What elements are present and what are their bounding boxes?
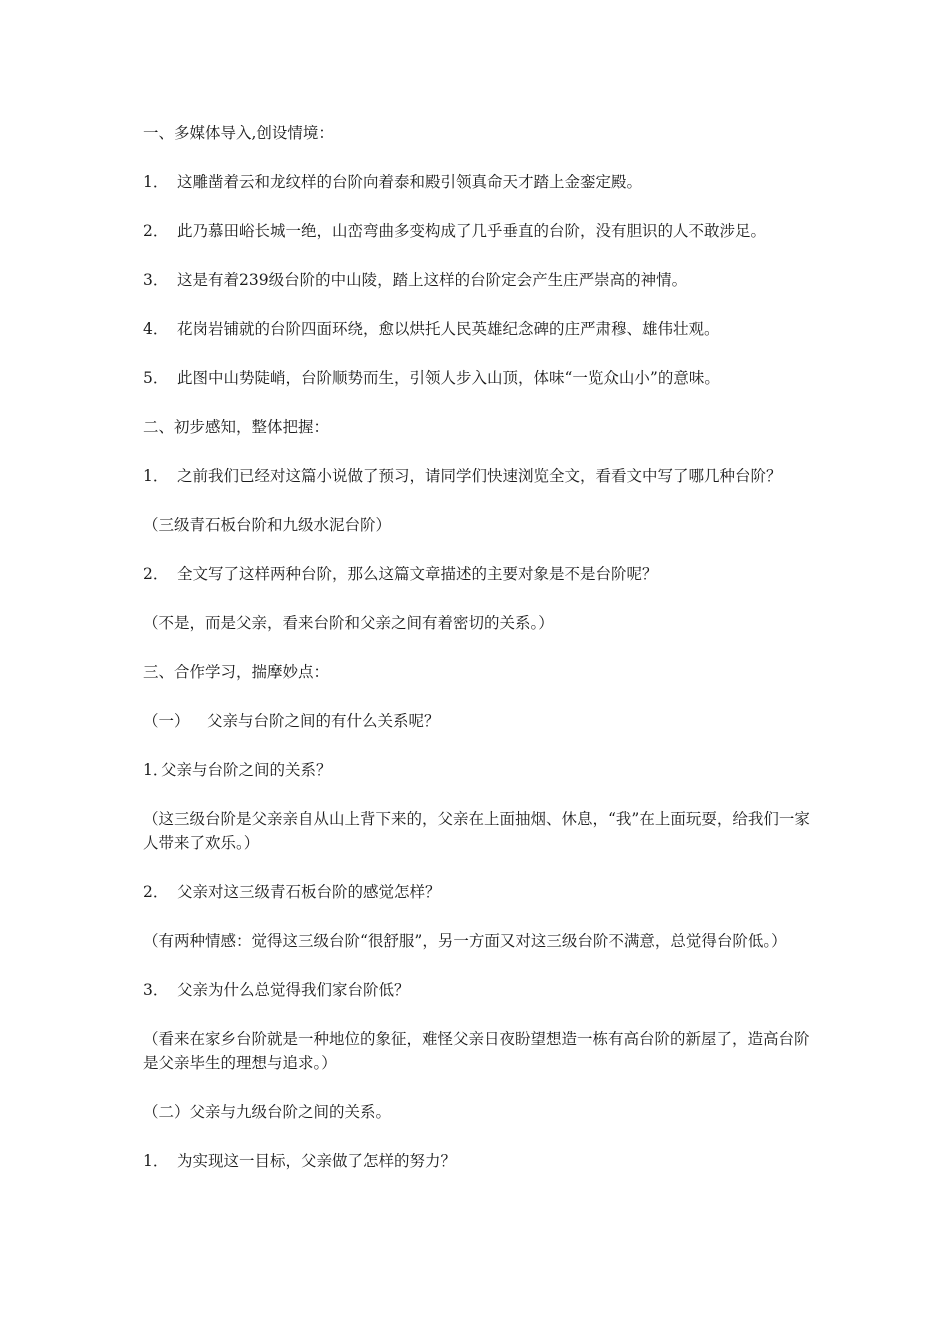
section-3-answer-3: （看来在家乡台阶就是一种地位的象征，难怪父亲日夜盼望想造一栋有高台阶的新屋了，造高台阶是父亲毕生的理想与追求。） xyxy=(143,1030,810,1072)
section-2-question-1 xyxy=(143,464,815,488)
item-text: 这雕凿着云和龙纹样的台阶向着泰和殿引领真命天才踏上金銮定殿。 xyxy=(177,173,643,191)
section-3-question-4 xyxy=(143,1149,815,1173)
item-number: 5． xyxy=(143,369,169,387)
section-3-subheading-1 xyxy=(143,709,815,733)
question-text: 父亲对这三级青石板台阶的感觉怎样？ xyxy=(177,883,441,901)
section-1-item-3 xyxy=(143,268,815,292)
question-text: 之前我们已经对这篇小说做了预习，请同学们快速浏览全文，看看文中写了哪几种台阶？ xyxy=(177,467,782,485)
section-1-item-2 xyxy=(143,219,815,243)
section-1-item-1 xyxy=(143,170,815,194)
question-text: 为实现这一目标，父亲做了怎样的努力？ xyxy=(177,1152,457,1170)
section-1-item-5 xyxy=(143,366,815,390)
question-number: 3． xyxy=(143,981,169,999)
question-number: 1． xyxy=(143,467,169,485)
item-number: 4． xyxy=(143,320,169,338)
item-number: 3． xyxy=(143,271,169,289)
subheading-number: （一） xyxy=(143,712,190,730)
subheading-text: 父亲与台阶之间的有什么关系呢？ xyxy=(207,712,440,730)
question-number: 1． xyxy=(143,761,169,779)
item-text: 此图中山势陡峭，台阶顺势而生，引领人步入山顶，体味“一览众山小”的意味。 xyxy=(177,369,720,387)
section-2-answer-1: （三级青石板台阶和九级水泥台阶） xyxy=(143,516,392,534)
question-number: 1． xyxy=(143,1152,169,1170)
section-3-subheading-2: （二）父亲与九级台阶之间的关系。 xyxy=(143,1103,392,1121)
section-2-heading: 二、初步感知，整体把握： xyxy=(143,418,330,436)
question-text: 父亲为什么总觉得我们家台阶低？ xyxy=(177,981,410,999)
section-3-answer-2: （有两种情感：觉得这三级台阶“很舒服”，另一方面又对这三级台阶不满意，总觉得台阶低。） xyxy=(143,932,787,950)
question-number: 2． xyxy=(143,565,169,583)
section-3-answer-1: （这三级台阶是父亲亲自从山上背下来的，父亲在上面抽烟、休息，“我”在上面玩耍，给我们一家人带来了欢乐。） xyxy=(143,810,810,852)
question-number: 2． xyxy=(143,883,169,901)
section-3-question-2 xyxy=(143,880,815,904)
question-text: 父亲与台阶之间的关系？ xyxy=(161,761,332,779)
section-3-question-1 xyxy=(143,758,815,782)
section-1-heading: 一、多媒体导入,创设情境： xyxy=(143,124,334,142)
item-text: 这是有着239级台阶的中山陵，踏上这样的台阶定会产生庄严崇高的神情。 xyxy=(177,271,688,289)
question-text: 全文写了这样两种台阶，那么这篇文章描述的主要对象是不是台阶呢？ xyxy=(177,565,658,583)
section-3-question-3 xyxy=(143,978,815,1002)
document-body xyxy=(143,121,815,1198)
section-2-answer-2: （不是，而是父亲，看来台阶和父亲之间有着密切的关系。） xyxy=(143,614,554,632)
item-number: 1． xyxy=(143,173,169,191)
item-text: 花岗岩铺就的台阶四面环绕，愈以烘托人民英雄纪念碑的庄严肃穆、雄伟壮观。 xyxy=(177,320,720,338)
section-2-question-2 xyxy=(143,562,815,586)
section-1-item-4 xyxy=(143,317,815,341)
item-number: 2． xyxy=(143,222,169,240)
section-3-heading: 三、合作学习，揣摩妙点： xyxy=(143,663,330,681)
item-text: 此乃慕田峪长城一绝，山峦弯曲多变构成了几乎垂直的台阶，没有胆识的人不敢涉足。 xyxy=(177,222,767,240)
